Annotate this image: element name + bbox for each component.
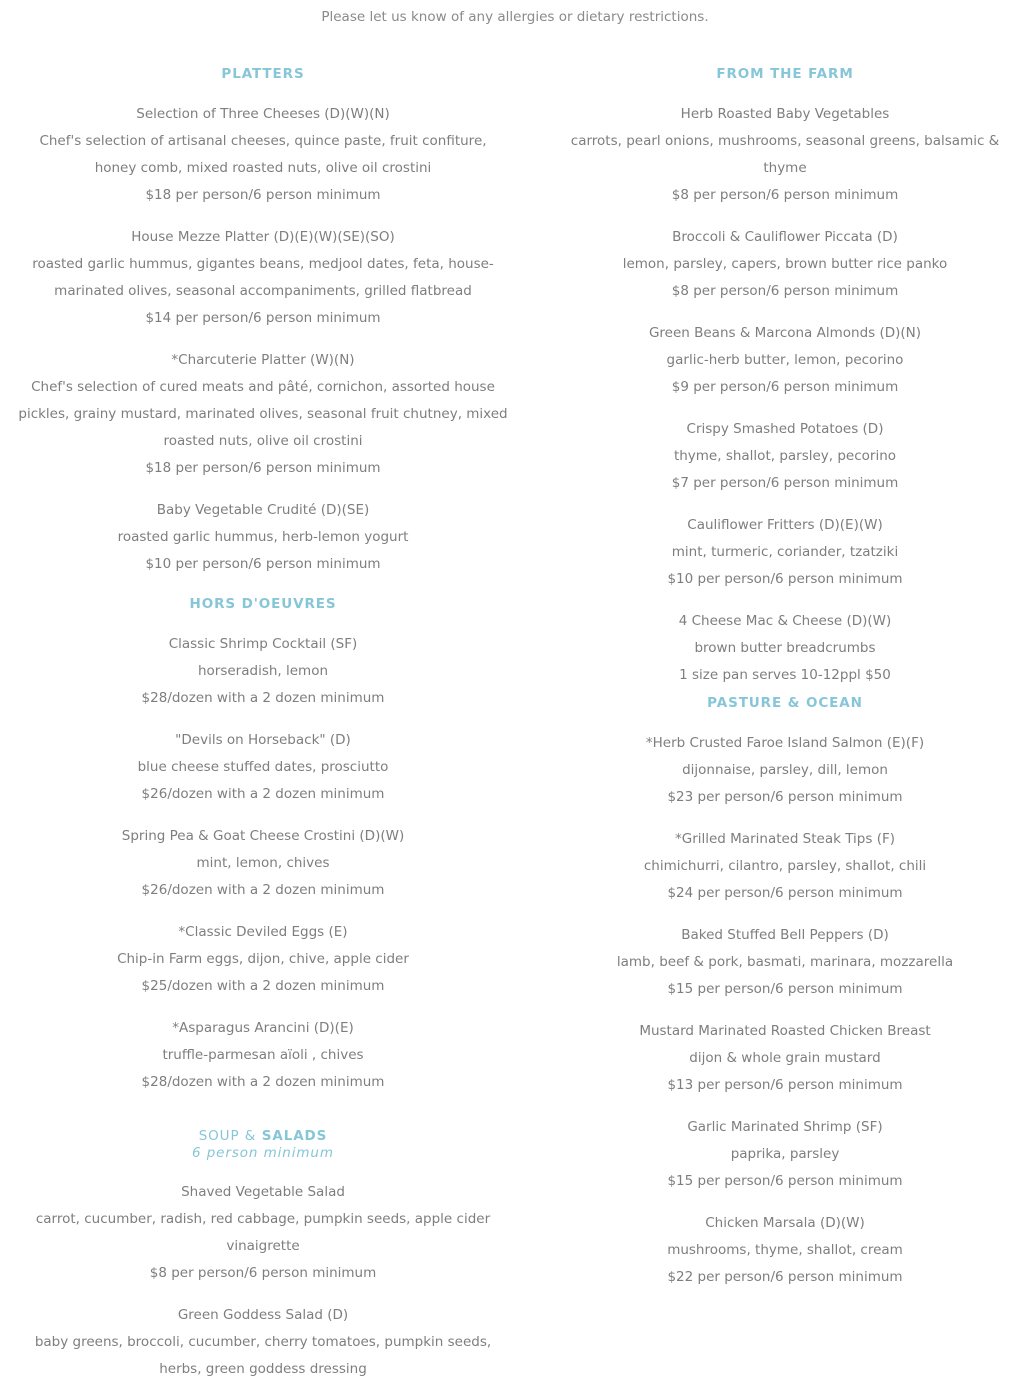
menu-item-price: $24 per person/6 person minimum [667, 885, 903, 901]
menu-item-name: *Asparagus Arancini (D)(E) [172, 1020, 354, 1036]
menu-item-description: dijon & whole grain mustard [689, 1050, 881, 1066]
menu-item-price: $7 per person/6 person minimum [671, 475, 899, 491]
menu-item [18, 823, 508, 904]
menu-item-description: blue cheese stuffed dates, prosciutto [137, 759, 389, 775]
menu-item-name: *Charcuterie Platter (W)(N) [171, 352, 355, 368]
section-subtitle-soup-salads: 6 person minimum [192, 1145, 334, 1161]
menu-item [556, 1114, 1014, 1195]
menu-item-description: brown butter breadcrumbs [694, 640, 876, 656]
menu-item [18, 224, 508, 332]
menu-item [556, 730, 1014, 811]
menu-item-name: Crispy Smashed Potatoes (D) [686, 421, 884, 437]
menu-item [18, 1179, 508, 1287]
menu-item-price: $10 per person/6 person minimum [667, 571, 903, 587]
menu-item-description: Chef's selection of artisanal cheeses, quince paste, fruit confiture, honey comb, mixed roasted nuts, olive oil crostini [39, 133, 487, 176]
menu-item-price: $26/dozen with a 2 dozen minimum [141, 786, 385, 802]
menu-item-description: horseradish, lemon [197, 663, 329, 679]
menu-item-name: 4 Cheese Mac & Cheese (D)(W) [678, 613, 892, 629]
menu-item-description: thyme, shallot, parsley, pecorino [673, 448, 897, 464]
menu-item-name: Green Beans & Marcona Almonds (D)(N) [648, 325, 922, 341]
section-title-hors-doeuvres: HORS D'OEUVRES [189, 596, 337, 612]
menu-item [556, 101, 1014, 209]
section-title-soup-part: SOUP & [198, 1128, 257, 1144]
section-pasture-ocean [556, 694, 1014, 1306]
menu-item-description: roasted garlic hummus, herb-lemon yogurt [117, 529, 409, 545]
menu-item-price: $23 per person/6 person minimum [667, 789, 903, 805]
menu-item-price: $8 per person/6 person minimum [671, 187, 899, 203]
section-title-salads-part: SALADS [261, 1128, 328, 1144]
menu-item-price: $18 per person/6 person minimum [145, 187, 381, 203]
menu-item-name: Cauliflower Fritters (D)(E)(W) [687, 517, 883, 533]
menu-item-description: carrots, pearl onions, mushrooms, seasonal greens, balsamic & thyme [570, 133, 1000, 176]
menu-item-name: *Grilled Marinated Steak Tips (F) [674, 831, 895, 847]
menu-item [556, 1018, 1014, 1099]
menu-item [18, 1302, 508, 1383]
menu-item-price: $18 per person/6 person minimum [145, 460, 381, 476]
menu-item-price: $28/dozen with a 2 dozen minimum [141, 690, 385, 706]
menu-item-name: Broccoli & Cauliflower Piccata (D) [672, 229, 898, 245]
menu-item [18, 631, 508, 712]
menu-item [556, 416, 1014, 497]
menu-item-price: $25/dozen with a 2 dozen minimum [141, 978, 385, 994]
menu-item [18, 919, 508, 1000]
items-pasture-ocean [556, 730, 1014, 1291]
items-hors-doeuvres [18, 631, 508, 1096]
menu-item-price: $14 per person/6 person minimum [145, 310, 381, 326]
menu-item [18, 497, 508, 578]
menu-item-price: $13 per person/6 person minimum [667, 1077, 903, 1093]
menu-item-name: Shaved Vegetable Salad [181, 1184, 345, 1200]
section-soup-salads [18, 1127, 508, 1398]
menu-item [556, 826, 1014, 907]
menu-item-description: mushrooms, thyme, shallot, cream [667, 1242, 903, 1258]
menu-item-description: chimichurri, cilantro, parsley, shallot, chili [643, 858, 927, 874]
menu-item-name: Garlic Marinated Shrimp (SF) [687, 1119, 883, 1135]
menu-item-name: Green Goddess Salad (D) [177, 1307, 349, 1323]
menu-item-description: dijonnaise, parsley, dill, lemon [682, 762, 888, 778]
menu-item-price: $8 per person/6 person minimum [671, 283, 899, 299]
menu-item-name: *Herb Crusted Faroe Island Salmon (E)(F) [645, 735, 925, 751]
menu-item-description: roasted garlic hummus, gigantes beans, medjool dates, feta, house-marinated olives, seasonal accompaniments, grilled flatbread [32, 256, 494, 299]
menu-item-description: carrot, cucumber, radish, red cabbage, pumpkin seeds, apple cider vinaigrette [35, 1211, 491, 1254]
section-title-platters: PLATTERS [221, 66, 305, 82]
section-title-soup-salads [18, 1127, 508, 1145]
menu-item-description: Chef's selection of cured meats and pâté, cornichon, assorted house pickles, grainy mustard, marinated olives, seasonal fruit chutney, mixed roasted nuts, olive oil crostini [18, 379, 508, 449]
menu-item-price: $8 per person/6 person minimum [149, 1265, 377, 1281]
dietary-notice: Please let us know of any allergies or dietary restrictions. [321, 9, 709, 25]
menu-item-description: truffle-parmesan aïoli , chives [162, 1047, 364, 1063]
menu-item-description: Chip-in Farm eggs, dijon, chive, apple cider [117, 951, 409, 967]
menu-item-price: $9 per person/6 person minimum [671, 379, 899, 395]
menu-item-description: paprika, parsley [730, 1146, 840, 1162]
menu-item-description: lamb, beef & pork, basmati, marinara, mozzarella [616, 954, 954, 970]
menu-item-name: Chicken Marsala (D)(W) [705, 1215, 865, 1231]
section-title-from-the-farm: FROM THE FARM [716, 66, 854, 82]
menu-item-price: $26/dozen with a 2 dozen minimum [141, 882, 385, 898]
menu-item-price: $15 per person/6 person minimum [667, 1173, 903, 1189]
menu-item-price: $15 per person/6 person minimum [667, 981, 903, 997]
menu-item [18, 101, 508, 209]
menu-item-price: $22 per person/6 person minimum [667, 1269, 903, 1285]
menu-item-price: $28/dozen with a 2 dozen minimum [141, 1074, 385, 1090]
menu-item [556, 1210, 1014, 1291]
section-title-pasture-ocean: PASTURE & OCEAN [707, 695, 863, 711]
menu-item-description: lemon, parsley, capers, brown butter rice panko [622, 256, 948, 272]
menu-item-name: Selection of Three Cheeses (D)(W)(N) [136, 106, 390, 122]
menu-item [556, 224, 1014, 305]
menu-item [556, 922, 1014, 1003]
menu-item-name: Spring Pea & Goat Cheese Crostini (D)(W) [121, 828, 405, 844]
menu-item [18, 347, 508, 482]
items-platters [18, 101, 508, 578]
section-from-the-farm [556, 65, 1014, 704]
menu-item-description: garlic-herb butter, lemon, pecorino [666, 352, 904, 368]
menu-item-name: Classic Shrimp Cocktail (SF) [168, 636, 358, 652]
menu-item-price: $10 per person/6 person minimum [145, 556, 381, 572]
menu-item [556, 608, 1014, 689]
section-hors-doeuvres [18, 595, 508, 1111]
menu-item-name: "Devils on Horseback" (D) [175, 732, 351, 748]
menu-item-description: mint, lemon, chives [196, 855, 330, 871]
items-from-the-farm [556, 101, 1014, 689]
menu-item-name: Mustard Marinated Roasted Chicken Breast [639, 1023, 931, 1039]
menu-item [556, 320, 1014, 401]
menu-item [18, 727, 508, 808]
menu-item-description: baby greens, broccoli, cucumber, cherry tomatoes, pumpkin seeds, herbs, green goddess dressing [34, 1334, 492, 1377]
section-platters [18, 65, 508, 593]
items-soup-salads [18, 1179, 508, 1383]
menu-item-name: Herb Roasted Baby Vegetables [680, 106, 890, 122]
menu-item-name: Baby Vegetable Crudité (D)(SE) [156, 502, 370, 518]
menu-item [18, 1015, 508, 1096]
menu-item-name: Baked Stuffed Bell Peppers (D) [681, 927, 889, 943]
menu-item [556, 512, 1014, 593]
menu-item-price: 1 size pan serves 10-12ppl $50 [679, 667, 891, 683]
menu-item-name: House Mezze Platter (D)(E)(W)(SE)(SO) [131, 229, 395, 245]
menu-item-description: mint, turmeric, coriander, tzatziki [671, 544, 899, 560]
menu-item-name: *Classic Deviled Eggs (E) [178, 924, 348, 940]
